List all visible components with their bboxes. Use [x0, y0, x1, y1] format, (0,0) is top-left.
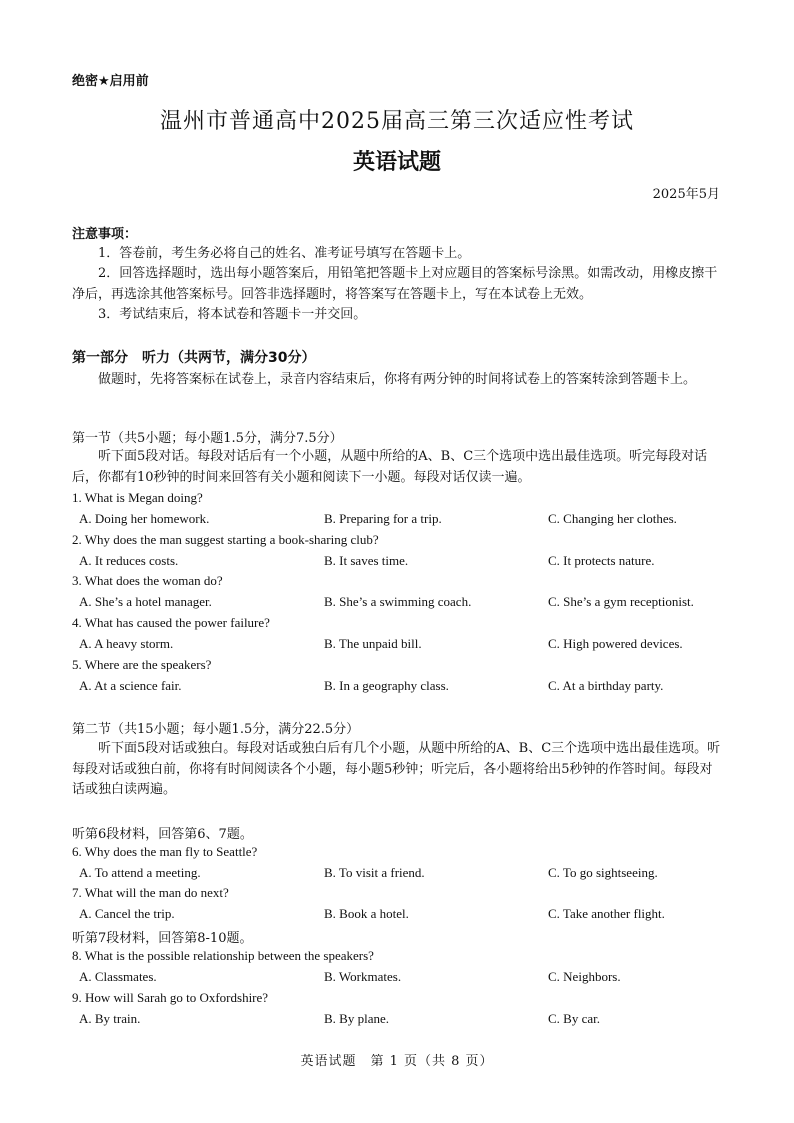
option-1c: C. Changing her clothes. [548, 511, 677, 526]
material-7-note: 听第7段材料，回答第8-10题。 [72, 931, 253, 946]
question-4: 4. What has caused the power failure? [72, 615, 270, 630]
option-5c: C. At a birthday party. [548, 678, 664, 693]
question-9: 9. How will Sarah go to Oxfordshire? [72, 990, 269, 1005]
exam-subtitle: 英语试题 [352, 150, 441, 175]
option-9c: C. By car. [548, 1011, 600, 1026]
notice-heading: 注意事项： [72, 227, 138, 242]
option-2a: A. It reduces costs. [79, 553, 179, 568]
option-4b: B. The unpaid bill. [324, 636, 422, 651]
option-8c: C. Neighbors. [548, 969, 621, 984]
material-6-note: 听第6段材料，回答第6、7题。 [72, 827, 253, 842]
option-8a: A. Classmates. [79, 969, 157, 984]
option-5b: B. In a geography class. [324, 678, 449, 693]
notice-item-3: 3．考试结束后，将本试卷和答题卡一并交回。 [98, 307, 367, 322]
question-6: 6. Why does the man fly to Seattle? [72, 844, 258, 859]
notice-item-2: 2．回答选择题时，选出每小题答案后，用铅笔把答题卡上对应题目的答案标号涂黑。如需改动，用橡皮擦干净后，再选涂其他答案标号。回答非选择题时，将答案写在答题卡上，写在本试卷上无效。 [72, 266, 718, 302]
option-6a: A. To attend a meeting. [79, 865, 201, 880]
section1-instruction: 听下面5段对话。每段对话后有一个小题，从题中所给的A、B、C三个选项中选出最佳选项。听完每段对话后，你都有10秒钟的时间来回答有关小题和阅读下一小题。每段对话仅读一遍。 [72, 449, 708, 485]
question-1: 1. What is Megan doing? [72, 490, 203, 505]
option-7b: B. Book a hotel. [324, 906, 409, 921]
option-5a: A. At a science fair. [79, 678, 182, 693]
option-8b: B. Workmates. [324, 969, 402, 984]
section1-heading: 第一节（共5小题；每小题1.5分，满分7.5分） [72, 431, 343, 446]
option-2b: B. It saves time. [324, 553, 409, 568]
option-4a: A. A heavy storm. [79, 636, 174, 651]
section2-heading: 第二节（共15小题；每小题1.5分，满分22.5分） [72, 722, 360, 737]
confidential-label: 绝密★启用前 [72, 74, 149, 89]
option-1a: A. Doing her homework. [79, 511, 210, 526]
option-9a: A. By train. [79, 1011, 141, 1026]
question-3: 3. What does the woman do? [72, 573, 223, 588]
option-4c: C. High powered devices. [548, 636, 683, 651]
option-3c: C. She’s a gym receptionist. [548, 594, 694, 609]
exam-date: 2025年5月 [652, 187, 720, 202]
notice-item-1: 1．答卷前，考生务必将自己的姓名、准考证号填写在答题卡上。 [98, 246, 471, 261]
option-9b: B. By plane. [324, 1011, 389, 1026]
question-5: 5. Where are the speakers? [72, 657, 212, 672]
option-2c: C. It protects nature. [548, 553, 655, 568]
option-7a: A. Cancel the trip. [79, 906, 175, 921]
part1-heading: 第一部分 听力（共两节，满分30分） [72, 350, 316, 366]
page-footer: 英语试题 第 1 页（共 8 页） [300, 1054, 494, 1069]
option-3a: A. She’s a hotel manager. [79, 594, 212, 609]
question-8: 8. What is the possible relationship between the speakers? [72, 948, 374, 963]
part1-instruction: 做题时，先将答案标在试卷上，录音内容结束后，你将有两分钟的时间将试卷上的答案转涂到答题卡上。 [98, 372, 697, 387]
question-2: 2. Why does the man suggest starting a book-sharing club? [72, 532, 379, 547]
option-6b: B. To visit a friend. [324, 865, 425, 880]
option-1b: B. Preparing for a trip. [324, 511, 442, 526]
question-7: 7. What will the man do next? [72, 885, 229, 900]
option-6c: C. To go sightseeing. [548, 865, 658, 880]
section2-instruction: 听下面5段对话或独白。每段对话或独白后有几个小题，从题中所给的A、B、C三个选项中选出最佳选项。听每段对话或独白前，你将有时间阅读各个小题，每小题5秒钟；听完后，各小题将给出5秒钟的作答时间。每段对话或独白读两遍。 [72, 741, 721, 797]
option-3b: B. She’s a swimming coach. [324, 594, 472, 609]
option-7c: C. Take another flight. [548, 906, 665, 921]
exam-title: 温州市普通高中2025届高三第三次适应性考试 [160, 109, 634, 134]
